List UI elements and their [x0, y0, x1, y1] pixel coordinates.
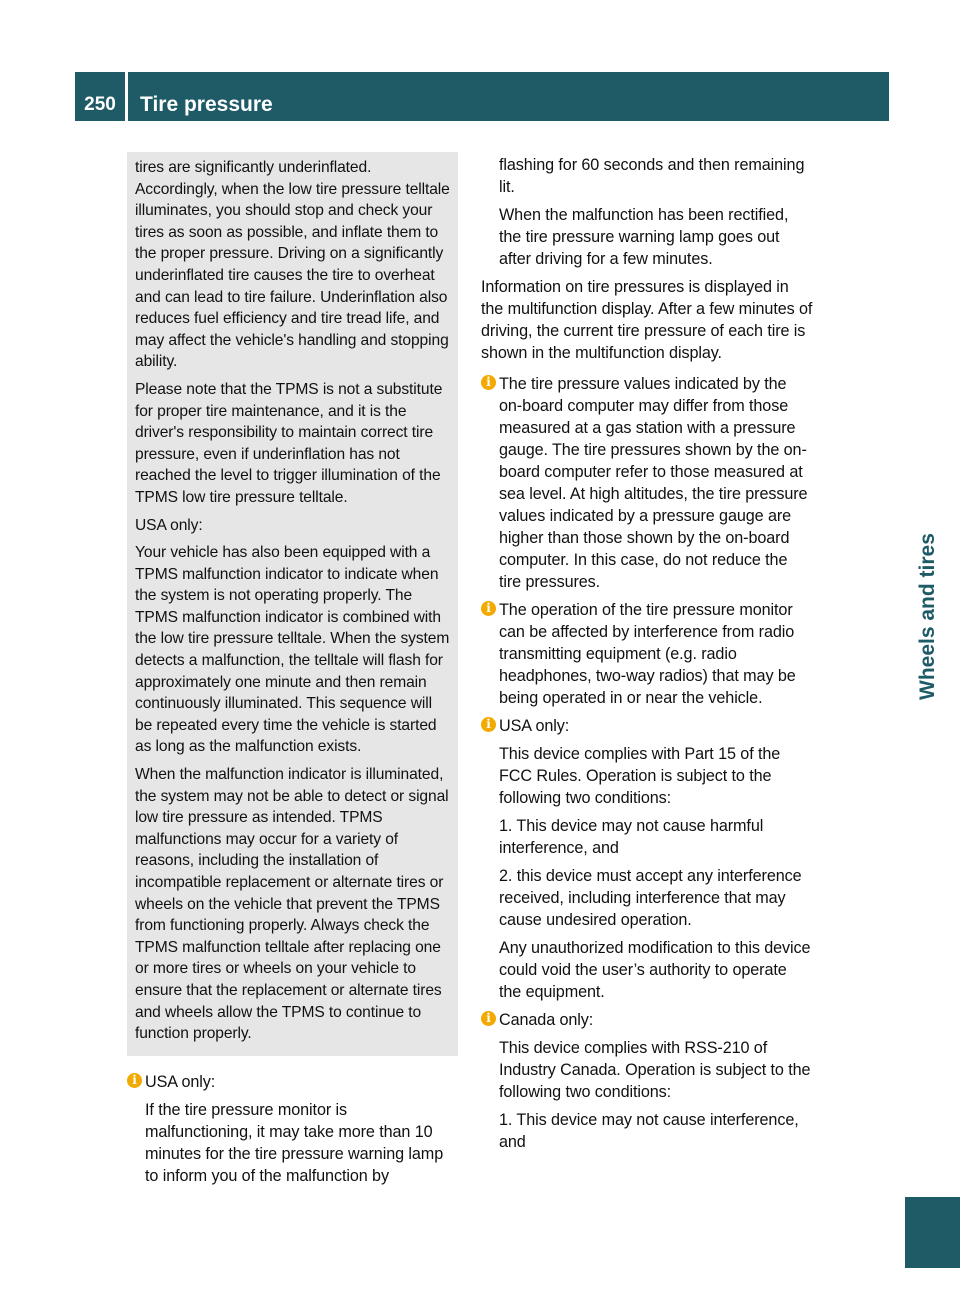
info-heading: Canada only:	[499, 1011, 594, 1029]
side-tab-label: Wheels and tires	[916, 533, 939, 700]
continued-note	[481, 154, 813, 270]
note-paragraph: When the malfunction indicator is illuminated, the system may not be able to detect or signal low tire pressure as intended. TPMS malfunctions may occur for a variety of reasons, including the installation of incompatible replacement or alternate tires or wheels on the vehicle that prevent the TPMS from functioning properly. Always check the TPMS malfunction telltale after replacing one or more tires or wheels on your vehicle to ensure that the replacement or alternate tires and wheels allow the TPMS to continue to function properly.	[135, 766, 449, 1043]
info-text: This device complies with RSS-210 of Industry Canada. Operation is subject to the following two conditions:	[499, 1039, 811, 1101]
page-number: 250	[84, 94, 116, 115]
info-icon: i	[127, 1073, 142, 1088]
info-icon: i	[481, 601, 496, 616]
info-text: This device complies with Part 15 of the FCC Rules. Operation is subject to the following two conditions:	[499, 745, 781, 807]
continued-text: flashing for 60 seconds and then remaining lit.	[499, 156, 805, 196]
info-note	[481, 715, 813, 1003]
info-text: The tire pressure values indicated by the on-board computer may differ from those measured at a gas station with a pressure gauge. The tire pressures shown by the on-board computer refer to those measured at sea level. At high altitudes, the tire pressure values indicated by a pressure gauge are higher than those shown by the on-board computer. In this case, do not reduce the tire pressures.	[499, 375, 808, 591]
info-note	[127, 1071, 457, 1187]
note-paragraph: Please note that the TPMS is not a substitute for proper tire maintenance, and it is the driver's responsibility to maintain correct tire pressure, even if underinflation has not reached the level to trigger illumination of the TPMS low tire pressure telltale.	[135, 380, 443, 506]
header-divider	[125, 72, 128, 121]
info-heading: USA only:	[145, 1073, 216, 1091]
info-icon: i	[481, 717, 496, 732]
info-text: 1. This device may not cause interference, and	[499, 1111, 799, 1151]
page-title: Tire pressure	[140, 93, 273, 116]
info-text: Any unauthorized modification to this device could void the user’s authority to operate the equipment.	[499, 939, 811, 1001]
info-icon: i	[481, 375, 496, 390]
info-icon: i	[481, 1011, 496, 1026]
info-text: 1. This device may not cause harmful interference, and	[499, 817, 764, 857]
left-column-lower	[127, 1071, 457, 1193]
info-note	[481, 1009, 813, 1153]
info-heading: USA only:	[499, 717, 570, 735]
info-text: The operation of the tire pressure monitor can be affected by interference from radio transmitting equipment (e.g. radio headphones, two-way radios) that may be being operated in or near the vehicle.	[499, 601, 796, 707]
right-column	[481, 154, 813, 1159]
note-paragraph: tires are significantly underinflated. Accordingly, when the low tire pressure telltale illuminates, you should stop and check your tires as soon as possible, and inflate them to the proper pressure. Driving on a significantly underinflated tire causes the tire to overheat and can lead to tire failure. Underinflation also reduces fuel efficiency and tire tread life, and may affect the vehicle's handling and stopping ability.	[135, 159, 450, 371]
continued-text: When the malfunction has been rectified, the tire pressure warning lamp goes out after driving for a few minutes.	[499, 206, 789, 268]
body-paragraph: Information on tire pressures is displayed in the multifunction display. After a few minutes of driving, the current tire pressure of each tire is shown in the multifunction display.	[481, 278, 813, 362]
info-note	[481, 373, 813, 593]
warning-note-box	[127, 152, 458, 1056]
note-paragraph: Your vehicle has also been equipped with a TPMS malfunction indicator to indicate when the system is not operating properly. The TPMS malfunction indicator is combined with the low tire pressure telltale. When the system detects a malfunction, the telltale will flash for approximately one minute and then remain continuously illuminated. This sequence will be repeated every time the vehicle is started as long as the malfunction exists.	[135, 544, 450, 756]
info-note	[481, 599, 813, 709]
info-text: If the tire pressure monitor is malfunctioning, it may take more than 10 minutes for the tire pressure warning lamp to inform you of the malfunction by	[145, 1101, 444, 1185]
side-tab-marker	[905, 1197, 960, 1268]
info-text: 2. this device must accept any interference received, including interference that may cause undesired operation.	[499, 867, 802, 929]
note-paragraph: USA only:	[135, 516, 203, 534]
